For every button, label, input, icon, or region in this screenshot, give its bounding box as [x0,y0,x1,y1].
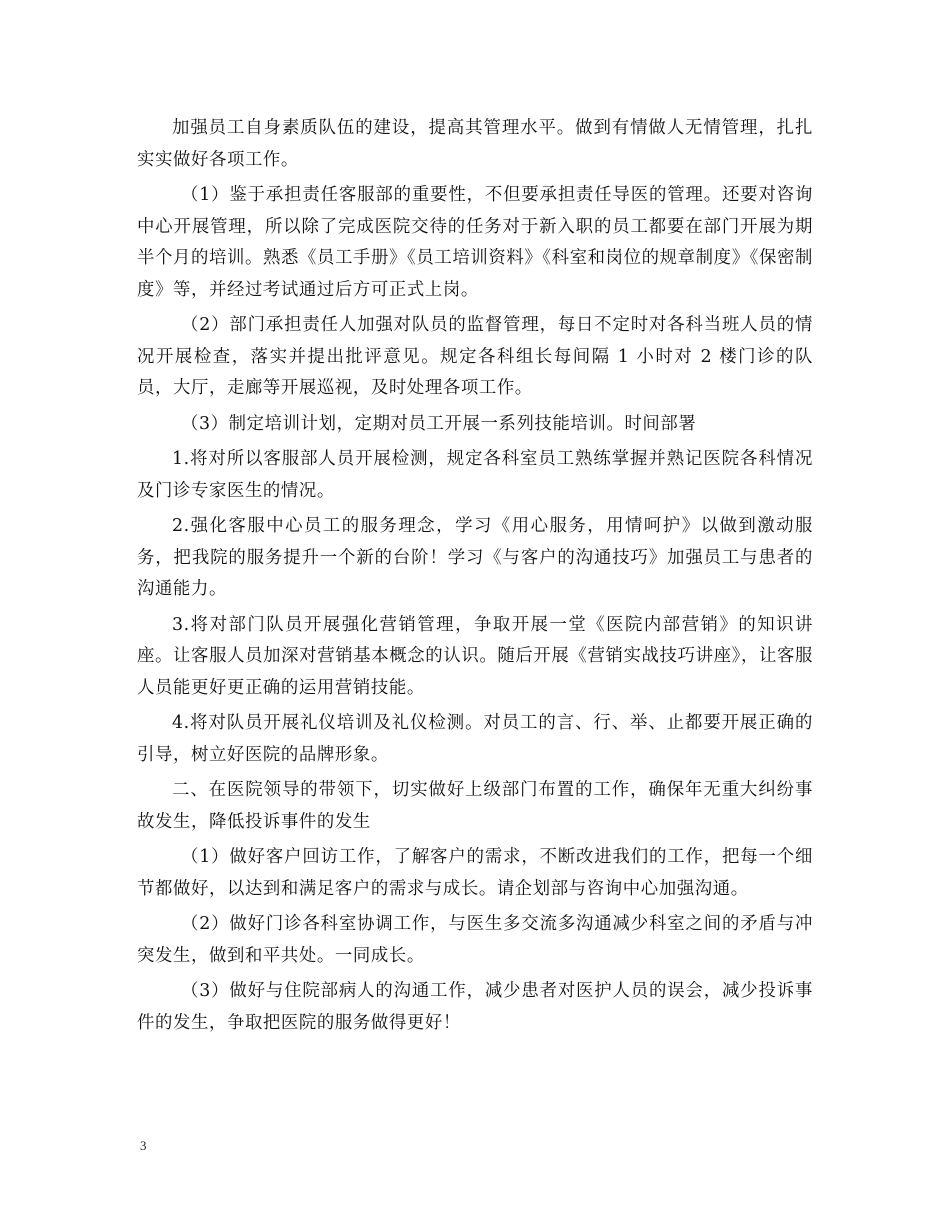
paragraph: 加强员工自身素质队伍的建设，提高其管理水平。做到有情做人无情管理，扎扎实实做好各项工作。 [137,118,813,170]
paragraph: （2）部门承担责任人加强对队员的监督管理，每日不定时对各科当班人员的情况开展检查，落实并提出批评意见。规定各科组长每间隔 1 小时对 2 楼门诊的队员，大厅，走廊等开展巡视，及时处理各项工作。 [137,315,813,398]
paragraph: （1）做好客户回访工作，了解客户的需求，不断改进我们的工作，把每一个细节都做好，以达到和满足客户的需求与成长。请企划部与咨询中心加强沟通。 [137,847,813,899]
paragraph: 1.将对所以客服部人员开展检测，规定各科室员工熟练掌握并熟记医院各科情况及门诊专家医生的情况。 [137,449,813,501]
document-body [137,113,813,1043]
paragraph: 2.强化客服中心员工的服务理念，学习《用心服务，用情呵护》以做到激动服务，把我院的服务提升一个新的台阶！学习《与客户的沟通技巧》加强员工与患者的沟通能力。 [137,516,813,599]
paragraph: （3）做好与住院部病人的沟通工作，减少患者对医护人员的误会，减少投诉事件的发生，争取把医院的服务做得更好！ [137,981,813,1033]
paragraph: 4.将对队员开展礼仪培训及礼仪检测。对员工的言、行、举、止都要开展正确的引导，树立好医院的品牌形象。 [137,713,813,765]
paragraph: 二、在医院领导的带领下，切实做好上级部门布置的工作，确保年无重大纠纷事故发生，降低投诉事件的发生 [137,780,813,832]
paragraph: （2）做好门诊各科室协调工作，与医生多交流多沟通减少科室之间的矛盾与冲突发生，做到和平共处。一同成长。 [137,914,813,966]
page-number: 3 [140,1138,147,1153]
paragraph: （3）制定培训计划，定期对员工开展一系列技能培训。时间部署 [181,413,697,434]
paragraph: （1）鉴于承担责任客服部的重要性，不但要承担责任导医的管理。还要对咨询中心开展管理，所以除了完成医院交待的任务对于新入职的员工都要在部门开展为期半个月的培训。熟悉《员工手册》《员工培训资料》《科室和岗位的规章制度》《保密制度》等，并经过考试通过后方可正式上岗。 [137,185,813,300]
paragraph: 3.将对部门队员开展强化营销管理，争取开展一堂《医院内部营销》的知识讲座。让客服人员加深对营销基本概念的认识。随后开展《营销实战技巧讲座》，让客服人员能更好更正确的运用营销技能。 [137,614,813,698]
